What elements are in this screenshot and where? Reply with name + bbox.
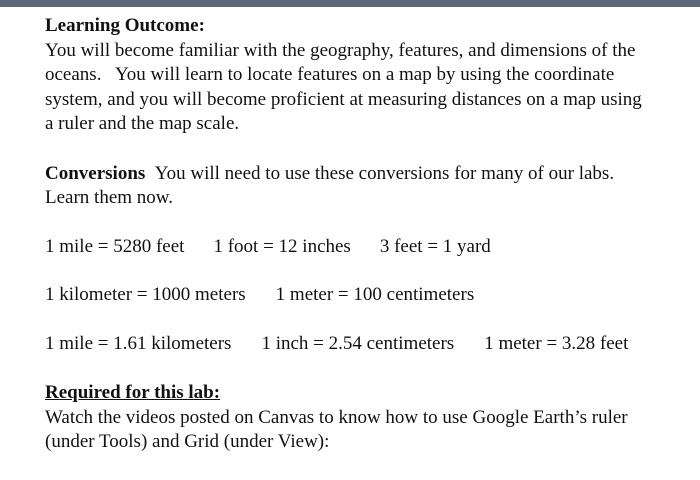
conversion-item: 1 mile = 5280 feet (45, 235, 185, 257)
required-section (45, 381, 645, 455)
conversion-item: 1 foot = 12 inches (213, 235, 351, 257)
required-text: Watch the videos posted on Canvas to know how to use Google Earth’s ruler (under Tools) and Grid (under View): (45, 406, 628, 452)
conversion-item: 1 meter = 100 centimeters (275, 284, 475, 305)
conversions-intro: You will need to use these conversions for many of our labs. Learn them now. (45, 162, 624, 208)
conversion-item: 1 inch = 2.54 centimeters (261, 332, 455, 354)
conversion-item: 1 meter = 3.28 feet (484, 332, 629, 354)
required-heading: Required for this lab: (45, 382, 221, 403)
conversion-item: 1 kilometer = 1000 meters (45, 284, 246, 305)
learning-outcome-text: You will become familiar with the geography, features, and dimensions of the oceans. You will learn to locate features on a map by using the coordinate system, and you will become proficient at measuring distances on a map using a ruler and the map scale. (45, 39, 642, 134)
conversion-row-1 (45, 235, 645, 260)
conversion-row-3 (45, 332, 645, 357)
conversion-row-2 (45, 283, 645, 308)
conversions-heading: Conversions (45, 162, 146, 184)
conversions-section (45, 162, 645, 211)
conversion-item: 3 feet = 1 yard (379, 235, 491, 257)
learning-outcome-heading: Learning Outcome: (45, 15, 205, 36)
document-content (45, 14, 645, 455)
conversion-item: 1 mile = 1.61 kilometers (45, 332, 232, 354)
top-bar (0, 0, 700, 7)
learning-outcome-section (45, 14, 645, 137)
